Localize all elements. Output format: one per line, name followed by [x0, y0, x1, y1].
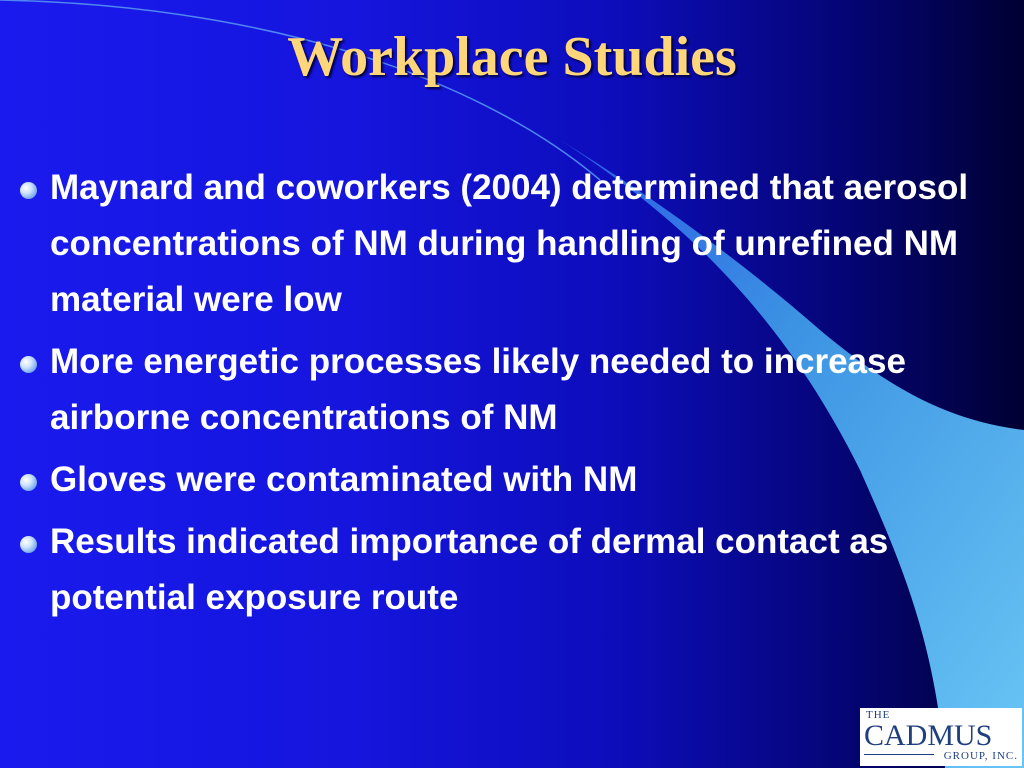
slide-title: Workplace Studies [287, 26, 737, 88]
bullet-dot-icon [20, 536, 37, 553]
logo-divider [864, 754, 934, 755]
bullet-item [18, 160, 978, 328]
bullet-dot-icon [20, 182, 37, 199]
bullet-list [18, 160, 978, 632]
bullet-text: More energetic processes likely needed to increase airborne concentrations of NM [50, 342, 906, 437]
logo-sub-text: GROUP, INC. [943, 750, 1018, 762]
bullet-text: Results indicated importance of dermal contact as potential exposure route [50, 522, 889, 617]
bullet-item [18, 514, 978, 626]
bullet-text: Maynard and coworkers (2004) determined that aerosol concentrations of NM during handling of unrefined NM material were low [50, 168, 969, 319]
bullet-item [18, 452, 978, 508]
bullet-dot-icon [20, 356, 37, 373]
bullet-item [18, 334, 978, 446]
bullet-text: Gloves were contaminated with NM [50, 460, 638, 499]
logo-the-text: THE [866, 709, 891, 721]
logo-name-text: CADMUS [864, 719, 993, 752]
bullet-dot-icon [20, 474, 37, 491]
cadmus-logo [860, 708, 1022, 766]
